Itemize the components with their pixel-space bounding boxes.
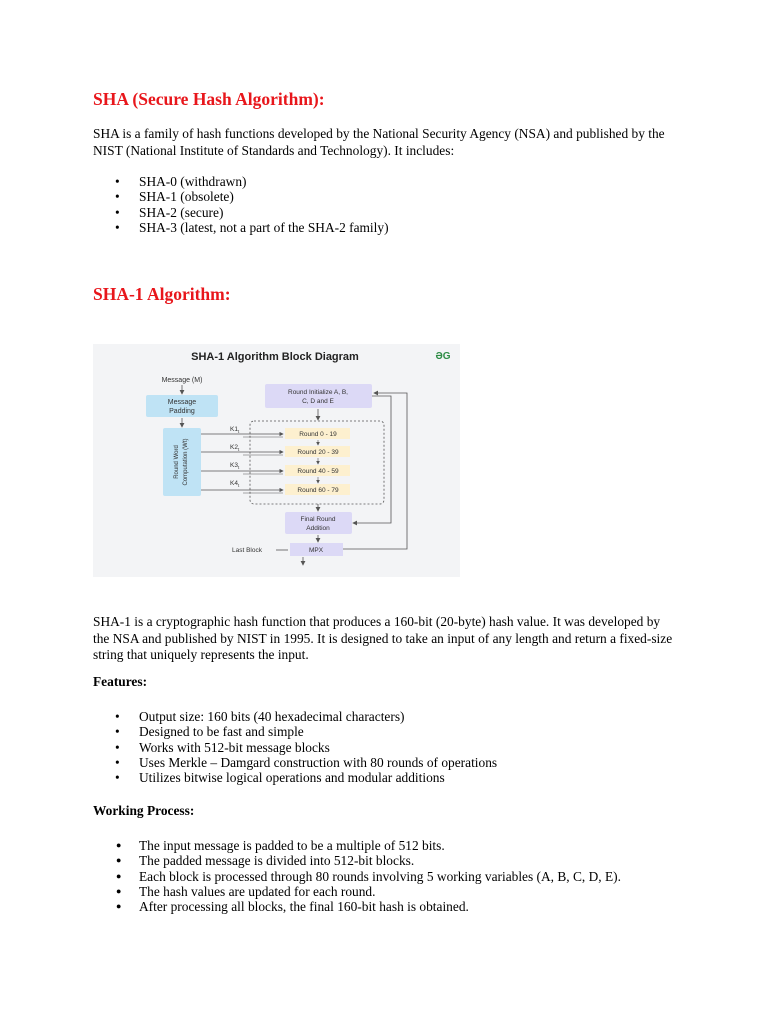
diagram-title: SHA-1 Algorithm Block Diagram <box>191 351 359 363</box>
list-item: ● The padded message is divided into 512-bit blocks. <box>93 853 621 868</box>
key-k3: $K3_t$ <box>230 462 240 470</box>
round-label: Round 60 - 79 <box>297 487 339 494</box>
message-padding-label-2: Padding <box>169 408 195 415</box>
sha-heading: SHA (Secure Hash Algorithm): <box>93 89 325 109</box>
list-item: • SHA-2 (secure) <box>93 205 389 220</box>
sha1-block-diagram <box>93 344 460 577</box>
list-item: • SHA-3 (latest, not a part of the SHA-2 family) <box>93 220 389 235</box>
list-item: • SHA-0 (withdrawn) <box>93 174 389 189</box>
list-item: • SHA-1 (obsolete) <box>93 189 389 204</box>
key-inputs <box>201 426 283 493</box>
message-padding-label-1: Message <box>167 399 197 406</box>
key-k4: $K4_t$ <box>230 480 240 488</box>
key-k2: $K2_t$ <box>230 444 240 452</box>
round-initialize-label-1: Round Initialize A, B, <box>288 389 348 396</box>
final-round-label-1: Final Round <box>300 516 336 523</box>
final-round-label-2: Addition <box>306 525 330 532</box>
round-label: Round 40 - 59 <box>297 468 339 475</box>
message-label: Message (M) <box>161 377 203 384</box>
list-item: • Designed to be fast and simple <box>93 724 497 739</box>
round-word-label-2: Computation (Wt) <box>183 438 189 486</box>
list-item: ● The input message is padded to be a multiple of 512 bits. <box>93 838 621 853</box>
list-item: • Works with 512-bit message blocks <box>93 740 497 755</box>
sha-intro-paragraph: SHA is a family of hash functions developed by the National Security Agency (NSA) and published by the NIST (National Institute of Standards and Technology). It includes: <box>93 126 665 158</box>
features-list <box>93 709 497 785</box>
round-initialize-label-2: C, D and E <box>302 398 334 405</box>
last-block-label: Last Block <box>232 547 262 554</box>
round-label: Round 0 - 19 <box>299 431 337 438</box>
round-word-label-1: Round Word <box>174 445 180 479</box>
working-process-heading: Working Process: <box>93 803 195 818</box>
list-item: ● Each block is processed through 80 rounds involving 5 working variables (A, B, C, D, E). <box>93 869 621 884</box>
working-process-list <box>93 838 621 914</box>
key-k1: $K1_t$ <box>230 426 240 434</box>
round-word-computation-box <box>163 428 201 496</box>
sha-family-list <box>93 174 389 235</box>
gfg-logo-icon: ƏG <box>435 351 451 362</box>
mpx-label: MPX <box>308 547 324 554</box>
features-heading: Features: <box>93 674 148 689</box>
list-item: ● The hash values are updated for each round. <box>93 884 621 899</box>
sha1-heading: SHA-1 Algorithm: <box>93 284 231 304</box>
list-item: • Uses Merkle – Damgard construction with 80 rounds of operations <box>93 755 497 770</box>
round-label: Round 20 - 39 <box>297 449 339 456</box>
sha1-description-paragraph: SHA-1 is a cryptographic hash function that produces a 160-bit (20-byte) hash value. It was developed by the NSA and published by NIST in 1995. It is designed to take an input of any length and return a fixed-size string that uniquely represents the input. <box>93 614 673 662</box>
list-item: • Output size: 160 bits (40 hexadecimal characters) <box>93 709 497 724</box>
list-item: ● After processing all blocks, the final 160-bit hash is obtained. <box>93 899 621 914</box>
list-item: • Utilizes bitwise logical operations and modular additions <box>93 770 497 785</box>
